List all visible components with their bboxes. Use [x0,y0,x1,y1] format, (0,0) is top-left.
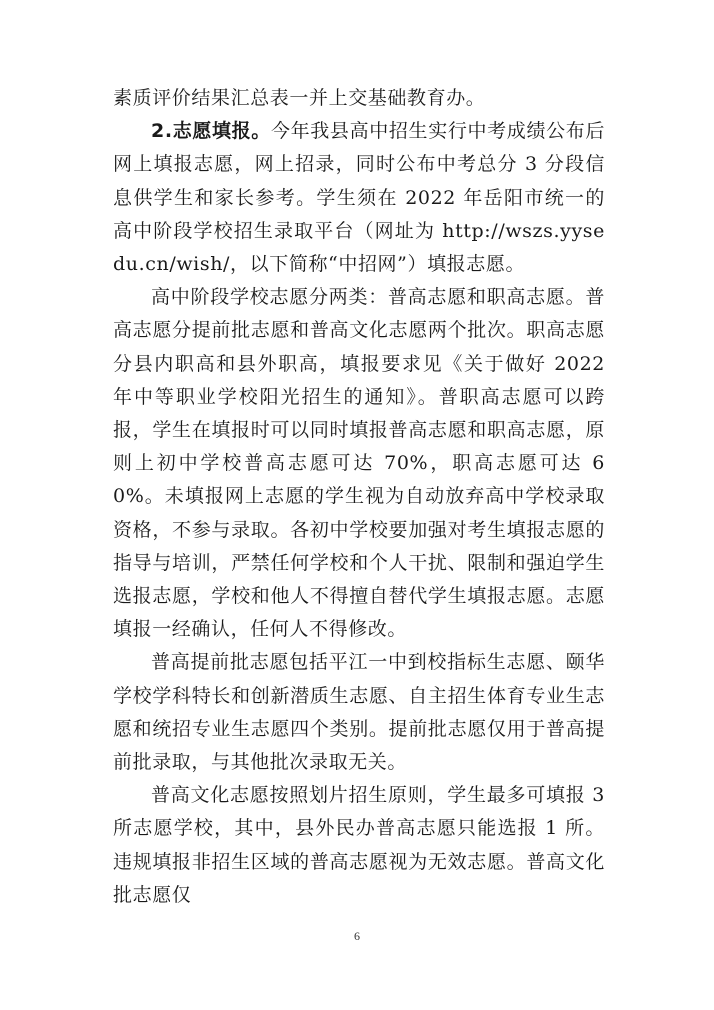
paragraph-text: 普高提前批志愿包括平江一中到校指标生志愿、颐华学校学科特长和创新潜质生志愿、自主招生体育专业生志愿和统招专业生志愿四个类别。提前批志愿仅用于普高提前批录取，与其他批次录取无关。 [113,651,605,774]
paragraph-continuation [113,82,605,115]
paragraph-text: 普高文化志愿按照划片招生原则，学生最多可填报 3 所志愿学校，其中，县外民办普高志愿只能选报 1 所。违规填报非招生区域的普高志愿视为无效志愿。普高文化批志愿仅 [113,784,605,906]
body-text [113,82,605,912]
paragraph-cultural-volunteer [113,779,605,912]
section-heading: 2.志愿填报。 [151,120,271,143]
paragraph-text: 素质评价结果汇总表一并上交基础教育办。 [113,87,486,109]
paragraph-volunteer-types [113,281,605,646]
paragraph-text: 今年我县高中招生实行中考成绩公布后网上填报志愿，网上招录，同时公布中考总分 3 分段信息供学生和家长参考。学生须在 2022 年岳阳市统一的高中阶段学校招生录取平台（网址为 http://wszs.yysedu.cn/wish/，以下简称“中招网”）填报志愿。 [113,120,606,276]
paragraph-volunteer-filling [113,115,605,281]
page-number: 6 [354,929,360,943]
paragraph-text: 高中阶段学校志愿分两类：普高志愿和职高志愿。普高志愿分提前批志愿和普高文化志愿两个批次。职高志愿分县内职高和县外职高，填报要求见《关于做好 2022 年中等职业学校阳光招生的通知》。普职高志愿可以跨报，学生在填报时可以同时填报普高志愿和职高志愿，原则上初中学校普高志愿可达 70%，职高志愿可达 60%。未填报网上志愿的学生视为自动放弃高中学校录取资格，不参与录取。各初中学校要加强对考生填报志愿的指导与培训，严禁任何学校和个人干扰、限制和强迫学生选报志愿，学校和他人不得擅自替代学生填报志愿。志愿填报一经确认，任何人不得修改。 [113,286,605,641]
paragraph-early-batch [113,646,605,779]
